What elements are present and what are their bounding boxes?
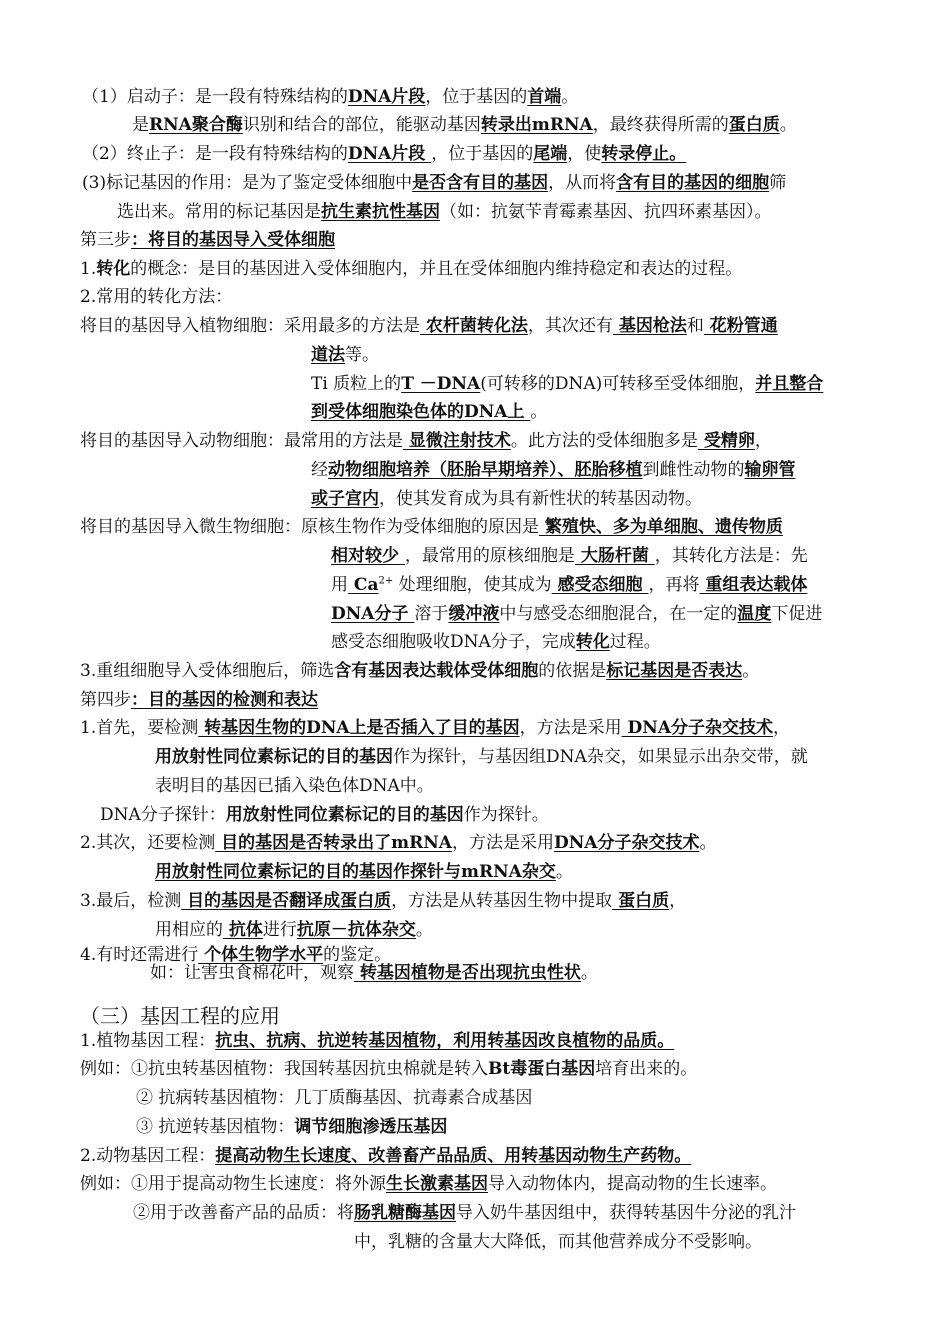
text-run: 。 <box>779 115 797 135</box>
line <box>155 861 573 883</box>
line <box>80 315 778 337</box>
key-term: 抗虫、抗病、抗逆转基因植物，利用转基因改良植物的品质。 <box>215 1031 675 1051</box>
key-term: 提高动物生长速度、改善畜产品品质、用转基因动物生产药物。 <box>215 1146 692 1166</box>
text-run: ，方法是采用 <box>519 718 622 738</box>
text-run: 。 <box>555 862 573 882</box>
text-run: 筛 <box>769 173 787 193</box>
key-term: 农杆菌转化法 <box>420 316 528 336</box>
text-run: 用相应的 <box>155 920 223 940</box>
text-run: 的概念：是目的基因进入受体细胞内，并且在受体细胞内维持稳定和表达的过程。 <box>130 259 743 279</box>
key-term: 受精卵 <box>697 431 755 451</box>
text-run: 导入动物体内，提高动物的生长速率。 <box>488 1174 777 1194</box>
text-run: ， <box>773 718 791 738</box>
line <box>82 143 686 165</box>
bold-term: Bt毒蛋白基因 <box>488 1059 596 1079</box>
text-run: 1. <box>80 259 97 279</box>
line <box>80 890 686 912</box>
key-term: 基因枪法 <box>612 316 687 336</box>
key-term: 个体生物学水平 <box>198 945 324 965</box>
key-term: DNA片段 <box>347 144 432 164</box>
line <box>100 804 549 826</box>
text-run: 。 <box>580 963 598 983</box>
key-term: 转基因生物的DNA上是否插入了目的基因 <box>198 718 520 738</box>
key-term: DNA分子 <box>331 604 415 624</box>
key-term: 相对较少 <box>331 546 405 566</box>
line <box>80 430 772 452</box>
text-run: （1）启动子：是一段有特殊结构的 <box>82 87 348 107</box>
bold-term: 用放射性同位素标记的目的基因 <box>155 747 393 767</box>
key-term: 到受体细胞染色体的DNA上 <box>311 402 531 422</box>
bold-term: 用放射性同位素标记的目的基因 <box>225 805 464 825</box>
line <box>331 603 822 625</box>
key-term: 花粉管通 <box>703 316 778 336</box>
text-run: （三）基因工程的应用 <box>80 1004 280 1028</box>
line <box>311 373 823 395</box>
text-run: 如：让害虫食棉花叶，观察 <box>150 963 354 983</box>
text-run: 下促进 <box>771 604 823 624</box>
line <box>136 1087 532 1109</box>
bold-term: 含有基因表达载体受体细胞 <box>334 661 539 681</box>
line <box>136 1116 447 1138</box>
text-run: ，位于基因的 <box>431 144 534 164</box>
line <box>155 746 808 768</box>
key-term: 重组表达载体 <box>699 575 808 595</box>
text-run: ，使其发育成为具有新性状的转基因动物。 <box>379 489 702 509</box>
key-term: 标记基因是否表达 <box>606 661 743 681</box>
text-run: ，使 <box>567 144 602 164</box>
line <box>80 258 742 280</box>
key-term: 蛋白质 <box>728 115 780 135</box>
text-run: ， <box>669 891 687 911</box>
text-run: ，方法是采用 <box>452 833 554 853</box>
line <box>311 344 379 366</box>
text-run: 。此方法的受体细胞多是 <box>510 431 698 451</box>
line <box>80 286 232 308</box>
key-term: ：目的基因的检测和表达 <box>131 690 318 710</box>
key-term: 目的基因是否转录出了mRNA <box>215 833 452 853</box>
line <box>82 86 578 108</box>
key-term: 温度 <box>737 604 772 624</box>
key-term: 繁殖快、多为单细胞、遗传物质 <box>539 517 783 537</box>
key-term: 转录出mRNA <box>480 115 593 135</box>
text-run: 过程。 <box>609 632 661 652</box>
key-term: 目的基因是否翻译成蛋白质 <box>181 891 392 911</box>
text-run: 3.最后，检测 <box>80 891 182 911</box>
key-term: 转基因植物是否出现抗虫性状 <box>354 963 581 983</box>
key-term: 转录停止。 <box>601 144 687 164</box>
key-term: 抗原－抗体杂交 <box>296 920 416 940</box>
key-term: 尾端 <box>533 144 568 164</box>
key-term: DNA分子杂交技术 <box>621 718 774 738</box>
line <box>80 832 716 854</box>
text-run: 作为探针。 <box>463 805 549 825</box>
text-run: 第四步 <box>80 690 131 710</box>
text-run: 的依据是 <box>538 661 607 681</box>
text-run: 的鉴定。 <box>323 945 392 965</box>
text-run: ②用于改善畜产品的品质：将 <box>133 1203 354 1223</box>
line <box>311 488 702 510</box>
text-run: ，再将 <box>648 575 700 595</box>
text-run: 。 <box>415 920 433 940</box>
text-run: 将目的基因导入微生物细胞：原核生物作为受体细胞的原因是 <box>80 517 539 537</box>
key-term: 动物细胞培养（胚胎早期培养）、胚胎移植 <box>328 460 643 480</box>
text-run: （2）终止子：是一段有特殊结构的 <box>82 144 348 164</box>
line <box>80 1030 674 1052</box>
key-term: 缓冲液 <box>448 604 500 624</box>
key-term: ：将目的基因导入受体细胞 <box>131 230 335 250</box>
key-term: 或子宫内 <box>311 489 379 509</box>
text-run: ，方法是从转基因生物中提取 <box>391 891 613 911</box>
key-term: 大肠杆菌 <box>574 546 655 566</box>
text-run: 表明目的基因已插入染色体DNA中。 <box>155 776 434 796</box>
line <box>331 574 807 596</box>
key-term: 道法 <box>311 345 345 365</box>
line <box>80 1173 777 1195</box>
text-run: 用 <box>331 575 348 595</box>
text-run: ，从而将 <box>548 173 617 193</box>
text-run: 和 <box>686 316 704 336</box>
key-term: RNA聚合酶 <box>149 115 243 135</box>
key-term: 首端 <box>527 87 562 107</box>
key-term: 是否含有目的基因 <box>412 173 549 193</box>
key-term: DNA片段 <box>347 87 426 107</box>
text-run: 1.首先，要检测 <box>80 718 199 738</box>
text-run: 处理细胞，使其成为 <box>393 575 552 595</box>
text-run: (可转移的DNA)可转移至受体细胞， <box>480 374 756 394</box>
text-run: (3)标记基因的作用：是为了鉴定受体细胞中 <box>82 173 413 193</box>
key-term: Ca <box>348 575 379 595</box>
section-heading <box>80 229 335 251</box>
text-run: 3.重组细胞导入受体细胞后，筛选 <box>80 661 335 681</box>
line <box>311 459 796 481</box>
line <box>80 717 790 739</box>
text-run: ，位于基因的 <box>425 87 528 107</box>
text-run: 。 <box>561 87 579 107</box>
line <box>155 919 433 941</box>
text-run: 感受态细胞吸收DNA分子，完成 <box>331 632 576 652</box>
line <box>354 1231 762 1253</box>
line <box>117 201 772 223</box>
text-run: DNA分子探针： <box>100 805 226 825</box>
key-term: 蛋白质 <box>612 891 670 911</box>
text-run: 将目的基因导入植物细胞：采用最多的方法是 <box>80 316 420 336</box>
text-run: ，其转化方法是：先 <box>654 546 808 566</box>
line <box>150 962 598 984</box>
line <box>331 545 808 567</box>
text-run: 进行 <box>262 920 297 940</box>
text-run: 2.常用的转化方法： <box>80 287 233 307</box>
line <box>133 1202 796 1224</box>
key-term: 显微注射技术 <box>403 431 511 451</box>
key-term: 抗体 <box>223 920 263 940</box>
key-term: 输卵管 <box>744 460 796 480</box>
key-term: 感受态细胞 <box>551 575 649 595</box>
line <box>80 1145 691 1167</box>
text-run: 到雌性动物的 <box>642 460 745 480</box>
text-run: 经 <box>311 460 328 480</box>
bold-term: 调节细胞渗透压基因 <box>294 1117 448 1137</box>
text-run: 。 <box>742 661 760 681</box>
text-run: ③ 抗逆转基因植物： <box>136 1117 295 1137</box>
line <box>331 631 661 653</box>
text-run: 是 <box>132 115 149 135</box>
text-run: （如：抗氨苄青霉素基因、抗四环素基因）。 <box>440 202 772 222</box>
key-term: DNA分子杂交技术 <box>554 833 700 853</box>
text-run: 1.植物基因工程： <box>80 1031 216 1051</box>
text-run: 培育出来的。 <box>595 1059 698 1079</box>
text-run: 将目的基因导入动物细胞：最常用的方法是 <box>80 431 403 451</box>
text-run: ， <box>754 431 772 451</box>
bold-term: 转化 <box>96 259 131 279</box>
text-run: 4.有时还需进行 <box>80 945 199 965</box>
section-heading <box>80 689 318 711</box>
text-run: 选出来。常用的标记基因是 <box>117 202 321 222</box>
text-run: ② 抗病转基因植物：几丁质酶基因、抗毒素合成基因 <box>136 1088 533 1108</box>
text-run: 例如：①抗虫转基因植物：我国转基因抗虫棉就是转入 <box>80 1059 488 1079</box>
text-run: 2.其次，还要检测 <box>80 833 216 853</box>
key-term: 并且整合 <box>755 374 824 394</box>
line <box>80 660 759 682</box>
text-run: Ti 质粒上的 <box>311 374 402 394</box>
text-run: 等。 <box>345 345 379 365</box>
text-run: 。 <box>530 402 548 422</box>
key-term: 含有目的基因的细胞 <box>616 173 770 193</box>
key-term: 抗生素抗性基因 <box>321 202 440 222</box>
text-run: ，其次还有 <box>527 316 613 336</box>
text-run: ，最常用的原核细胞是 <box>404 546 575 566</box>
text-run: 作为探针，与基因组DNA杂交，如果显示出杂交带，就 <box>393 747 808 767</box>
key-term: 转化 <box>575 632 610 652</box>
key-term: 用放射性同位素标记的目的基因作探针与mRNA杂交 <box>155 862 556 882</box>
line <box>132 114 797 136</box>
section-title <box>80 1003 280 1029</box>
line <box>80 516 783 538</box>
text-run: 中与感受态细胞混合，在一定的 <box>499 604 738 624</box>
superscript: 2+ <box>378 575 394 587</box>
key-term: 生长激素基因 <box>386 1174 488 1194</box>
line <box>311 401 547 423</box>
text-run: 第三步 <box>80 230 131 250</box>
line <box>82 172 786 194</box>
key-term: T －DNA <box>401 374 481 394</box>
text-run: 2.动物基因工程： <box>80 1146 216 1166</box>
text-run: 中，乳糖的含量大大降低，而其他营养成分不受影响。 <box>354 1232 762 1252</box>
text-run: 例如：①用于提高动物生长速度：将外源 <box>80 1174 386 1194</box>
text-run: ，最终获得所需的 <box>592 115 729 135</box>
text-run: 溶于 <box>414 604 449 624</box>
text-run: 导入奶牛基因组中，获得转基因牛分泌的乳汁 <box>456 1203 796 1223</box>
text-run: 识别和结合的部位，能驱动基因 <box>242 115 481 135</box>
line <box>155 775 434 797</box>
key-term: 肠乳糖酶基因 <box>354 1203 456 1223</box>
line <box>80 1058 697 1080</box>
text-run: 。 <box>699 833 717 853</box>
